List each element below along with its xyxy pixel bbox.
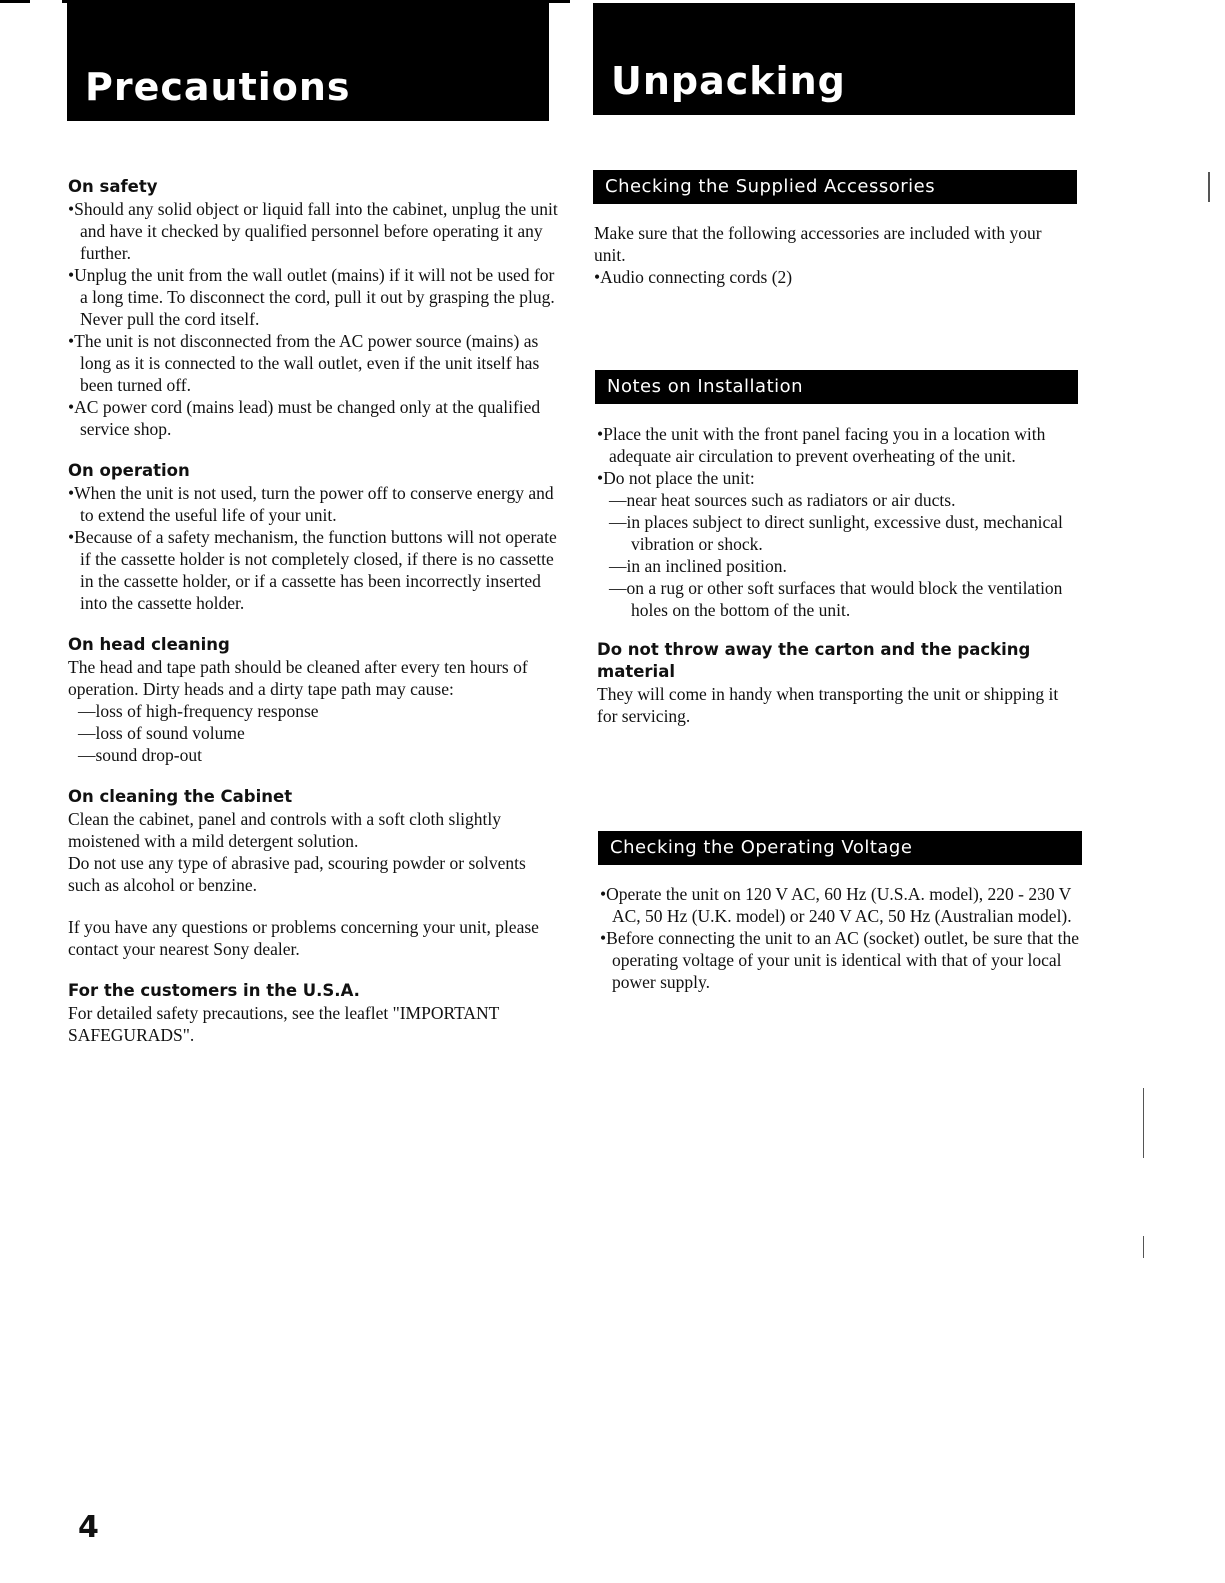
right-edge-mark — [1208, 172, 1210, 202]
paragraph: Make sure that the following accessories are included with your unit. — [594, 223, 1042, 265]
bullet-item: • Audio connecting cords (2) — [594, 266, 1076, 288]
paragraph: For detailed safety precautions, see the leaflet "IMPORTANT SAFEGURADS". — [68, 1003, 500, 1045]
paragraph: The head and tape path should be cleaned after every ten hours of operation. Dirty heads and a dirty tape path may cause: — [68, 657, 528, 699]
bullet-item: • Place the unit with the front panel facing you in a location with adequate air circulation to prevent overheating of the unit. — [597, 423, 1079, 467]
dash-item: — loss of high-frequency response — [78, 700, 560, 722]
dash-item: — sound drop-out — [78, 744, 560, 766]
page-number: 4 — [78, 1510, 99, 1545]
left-column — [68, 176, 560, 1046]
right-edge-mark — [1143, 1088, 1144, 1158]
section-heading: On safety — [68, 177, 158, 196]
section-heading: On cleaning the Cabinet — [68, 787, 293, 806]
bullet-item: • The unit is not disconnected from the AC power source (mains) as long as it is connected to the wall outlet, even if the unit itself has been turned off. — [68, 330, 560, 396]
paragraph: Clean the cabinet, panel and controls with a soft cloth slightly moistened with a mild detergent solution. — [68, 809, 502, 851]
section-heading: For the customers in the U.S.A. — [68, 981, 360, 1000]
bullet-item: • Should any solid object or liquid fall into the cabinet, unplug the unit and have it checked by qualified personnel before operating it any further. — [68, 198, 560, 264]
bullet-item: • Operate the unit on 120 V AC, 60 Hz (U.S.A. model), 220 - 230 V AC, 50 Hz (U.K. model) or 240 V AC, 50 Hz (Australian model). — [600, 883, 1082, 927]
paragraph: Do not use any type of abrasive pad, scouring powder or solvents such as alcohol or benzine. — [68, 853, 526, 895]
bullet-item: • When the unit is not used, turn the power off to conserve energy and to extend the useful life of your unit. — [68, 482, 560, 526]
bullet-item: • Because of a safety mechanism, the function buttons will not operate if the cassette holder is not completely closed, if there is no cassette in the cassette holder, or if a cassette has been incorrectly inserted into the cassette holder. — [68, 526, 560, 614]
accessories-heading: Checking the Supplied Accessories — [593, 170, 1077, 204]
voltage-heading: Checking the Operating Voltage — [598, 831, 1082, 865]
installation-body — [597, 423, 1079, 727]
dash-item: — loss of sound volume — [78, 722, 560, 744]
section-heading: On head cleaning — [68, 635, 230, 654]
right-edge-mark — [1143, 1236, 1144, 1258]
bullet-item: • AC power cord (mains lead) must be changed only at the qualified service shop. — [68, 396, 560, 440]
bullet-item: • Do not place the unit: — [597, 467, 1079, 489]
bullet-item: • Unplug the unit from the wall outlet (mains) if it will not be used for a long time. To disconnect the cord, pull it out by grasping the plug. Never pull the cord itself. — [68, 264, 560, 330]
dash-item: — near heat sources such as radiators or air ducts. — [609, 489, 1079, 511]
top-rule-left — [0, 0, 30, 3]
paragraph: They will come in handy when transporting the unit or shipping it for servicing. — [597, 684, 1059, 726]
voltage-body — [600, 883, 1082, 993]
dash-item: — in an inclined position. — [609, 555, 1079, 577]
installation-heading: Notes on Installation — [595, 370, 1078, 404]
section-heading: Do not throw away the carton and the packing material — [597, 640, 1031, 681]
section-heading: On operation — [68, 461, 190, 480]
dash-item: — on a rug or other soft surfaces that would block the ventilation holes on the bottom of the unit. — [609, 577, 1079, 621]
accessories-body — [594, 222, 1076, 288]
paragraph: If you have any questions or problems concerning your unit, please contact your nearest Sony dealer. — [68, 917, 539, 959]
precautions-title: Precautions — [67, 3, 549, 121]
bullet-item: • Before connecting the unit to an AC (socket) outlet, be sure that the operating voltage of your unit is identical with that of your local power supply. — [600, 927, 1082, 993]
dash-item: — in places subject to direct sunlight, excessive dust, mechanical vibration or shock. — [609, 511, 1079, 555]
unpacking-title: Unpacking — [593, 3, 1075, 115]
